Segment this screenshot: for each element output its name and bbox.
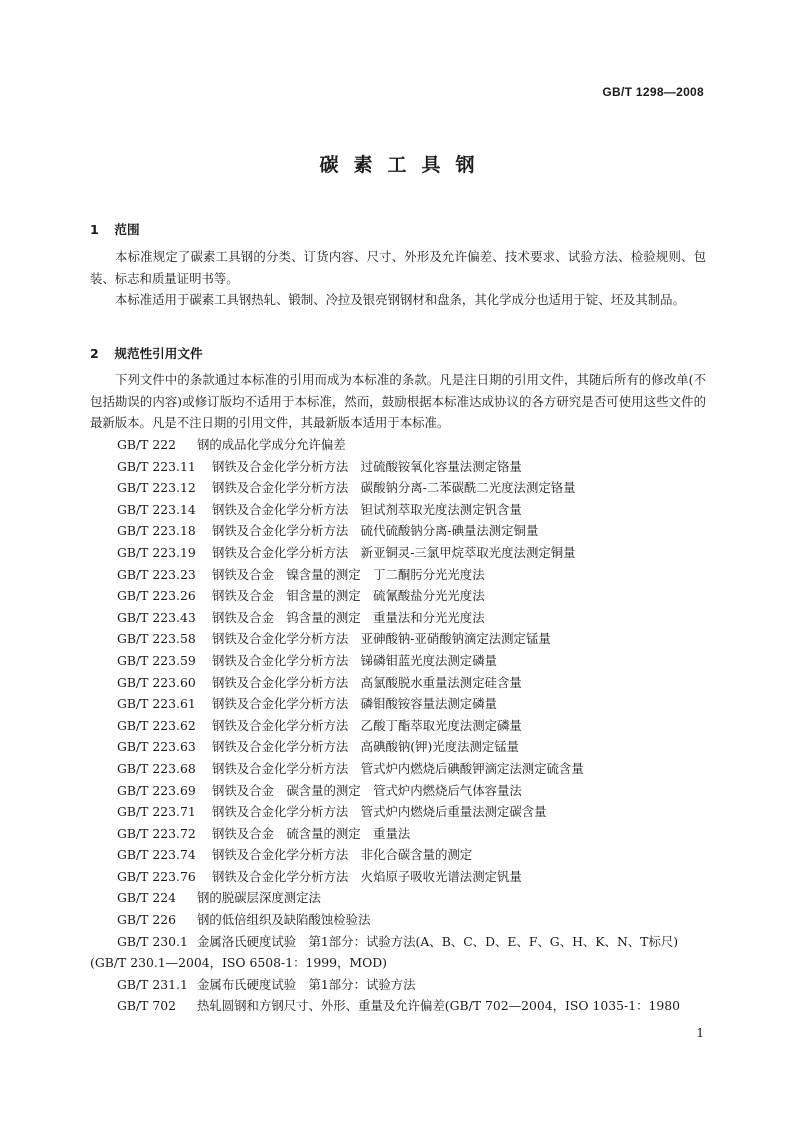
reference-item xyxy=(90,758,706,780)
reference-code: GB/T 226 xyxy=(117,912,177,928)
reference-title: 钢铁及合金 碳含量的测定 管式炉内燃烧后气体容量法 xyxy=(212,782,522,798)
reference-item xyxy=(90,844,706,866)
reference-code: GB/T 223.63 xyxy=(117,739,196,755)
reference-code: GB/T 223.14 xyxy=(117,501,196,517)
reference-title: 钢铁及合金化学分析方法 硫代硫酸钠分离-碘量法测定铜量 xyxy=(212,523,539,539)
reference-title: 钢铁及合金化学分析方法 亚砷酸钠-亚硝酸钠滴定法测定锰量 xyxy=(212,631,551,647)
reference-title: 金属洛氏硬度试验 第1部分：试验方法(A、B、C、D、E、F、G、H、K、N、T标尺)(GB/T 230.1—2004，ISO 6508-1：1999，MOD) xyxy=(90,933,679,971)
reference-code: GB/T 223.69 xyxy=(117,782,196,798)
reference-code: GB/T 223.19 xyxy=(117,544,196,560)
section-title: 范围 xyxy=(114,222,140,237)
reference-title: 钢铁及合金化学分析方法 高碘酸钠(钾)光度法测定锰量 xyxy=(212,739,520,755)
reference-title: 钢铁及合金化学分析方法 非化合碳含量的测定 xyxy=(212,847,473,863)
reference-code: GB/T 223.76 xyxy=(117,868,196,884)
reference-title: 金属布氏硬度试验 第1部分：试验方法 xyxy=(197,976,416,992)
reference-item xyxy=(90,628,706,650)
reference-title: 钢的低倍组织及缺陷酸蚀检验法 xyxy=(197,912,371,928)
reference-item xyxy=(90,542,706,564)
reference-title: 钢铁及合金 钼含量的测定 硫氰酸盐分光光度法 xyxy=(212,588,485,604)
scope-paragraph-1: 本标准规定了碳素工具钢的分类、订货内容、尺寸、外形及允许偏差、技术要求、试验方法、检验规则、包装、标志和质量证明书等。 xyxy=(90,249,706,286)
scope-paragraph-2: 本标准适用于碳素工具钢热轧、锻制、冷拉及银亮钢钢材和盘条，其化学成分也适用于锭、坯及其制品。 xyxy=(115,292,685,307)
reference-code: GB/T 230.1 xyxy=(117,933,188,949)
reference-item xyxy=(90,672,706,694)
reference-item xyxy=(90,715,706,737)
document-title: 碳素工具钢 xyxy=(319,154,490,176)
reference-item xyxy=(90,736,706,758)
reference-title: 钢铁及合金化学分析方法 新亚铜灵-三氯甲烷萃取光度法测定铜量 xyxy=(212,544,576,560)
reference-title: 钢铁及合金化学分析方法 管式炉内燃烧后重量法测定碳含量 xyxy=(212,804,547,820)
section-heading-normative-references xyxy=(90,343,203,362)
reference-item xyxy=(90,887,706,909)
standard-number: GB/T 1298—2008 xyxy=(602,85,704,99)
section-heading-scope xyxy=(90,219,140,238)
reference-title: 钢铁及合金化学分析方法 钽试剂萃取光度法测定钒含量 xyxy=(212,501,522,517)
section-number: 1 xyxy=(90,222,99,237)
reference-item xyxy=(90,607,706,629)
reference-code: GB/T 231.1 xyxy=(117,976,188,992)
reference-title: 钢铁及合金化学分析方法 火焰原子吸收光谱法测定钒量 xyxy=(212,868,522,884)
reference-code: GB/T 223.71 xyxy=(117,804,196,820)
reference-code: GB/T 223.60 xyxy=(117,674,196,690)
page-number: 1 xyxy=(696,1026,704,1040)
reference-title: 钢铁及合金化学分析方法 锑磷钼蓝光度法测定磷量 xyxy=(212,652,497,668)
reference-code: GB/T 223.43 xyxy=(117,609,196,625)
reference-item xyxy=(90,974,706,996)
section-title: 规范性引用文件 xyxy=(114,346,203,361)
reference-item xyxy=(90,499,706,521)
reference-code: GB/T 223.61 xyxy=(117,696,196,712)
reference-code: GB/T 223.68 xyxy=(117,760,196,776)
reference-code: GB/T 223.58 xyxy=(117,631,196,647)
reference-item xyxy=(90,995,706,1017)
reference-title: 钢铁及合金 硫含量的测定 重量法 xyxy=(212,825,411,841)
reference-item xyxy=(90,564,706,586)
reference-item xyxy=(90,866,706,888)
reference-code: GB/T 223.72 xyxy=(117,825,196,841)
reference-code: GB/T 222 xyxy=(117,437,177,452)
reference-item xyxy=(90,520,706,542)
reference-title: 钢铁及合金化学分析方法 碳酸钠分离-二苯碳酰二光度法测定铬量 xyxy=(212,480,576,496)
reference-code: GB/T 223.74 xyxy=(117,847,196,863)
section-number: 2 xyxy=(90,346,99,361)
reference-item xyxy=(90,456,706,478)
reference-item xyxy=(90,650,706,672)
reference-title: 钢铁及合金 镍含量的测定 丁二酮肟分光光度法 xyxy=(212,566,485,582)
reference-item xyxy=(90,909,706,931)
reference-item xyxy=(90,585,706,607)
reference-title: 钢的脱碳层深度测定法 xyxy=(197,890,321,906)
reference-item xyxy=(90,434,706,456)
reference-code: GB/T 223.18 xyxy=(117,523,196,539)
reference-title: 钢的成品化学成分允许偏差 xyxy=(197,437,346,452)
reference-title: 钢铁及合金化学分析方法 高氯酸脱水重量法测定硅含量 xyxy=(212,674,522,690)
reference-title: 钢铁及合金化学分析方法 乙酸丁酯萃取光度法测定磷量 xyxy=(212,717,522,733)
reference-code: GB/T 224 xyxy=(117,890,177,906)
reference-title: 钢铁及合金化学分析方法 管式炉内燃烧后碘酸钾滴定法测定硫含量 xyxy=(212,760,584,776)
reference-code: GB/T 223.59 xyxy=(117,652,196,668)
reference-item xyxy=(90,693,706,715)
reference-code: GB/T 223.62 xyxy=(117,717,196,733)
reference-title: 钢铁及合金 钨含量的测定 重量法和分光光度法 xyxy=(212,609,485,625)
reference-code: GB/T 223.23 xyxy=(117,566,196,582)
reference-code: GB/T 223.12 xyxy=(117,480,196,496)
reference-title: 钢铁及合金化学分析方法 磷钼酸铵容量法测定磷量 xyxy=(212,696,497,712)
reference-title: 钢铁及合金化学分析方法 过硫酸铵氧化容量法测定铬量 xyxy=(212,458,522,474)
reference-item xyxy=(90,780,706,802)
reference-code: GB/T 223.11 xyxy=(117,458,196,474)
reference-code: GB/T 223.26 xyxy=(117,588,196,604)
reference-title: 热轧圆钢和方钢尺寸、外形、重量及允许偏差(GB/T 702—2004，ISO 1035-1：1980 xyxy=(197,998,680,1014)
normative-references-intro: 下列文件中的条款通过本标准的引用而成为本标准的条款。凡是注日期的引用文件，其随后所有的修改单(不包括勘误的内容)或修订版均不适用于本标准，然而，鼓励根据本标准达成协议的各方研究是否可使用这些文件的最新版本。凡是不注日期的引用文件，其最新版本适用于本标准。 xyxy=(90,372,706,431)
reference-item xyxy=(90,931,706,974)
reference-code: GB/T 702 xyxy=(117,998,177,1014)
reference-item xyxy=(90,823,706,845)
reference-item xyxy=(90,801,706,823)
reference-list xyxy=(90,434,706,1017)
reference-item xyxy=(90,477,706,499)
